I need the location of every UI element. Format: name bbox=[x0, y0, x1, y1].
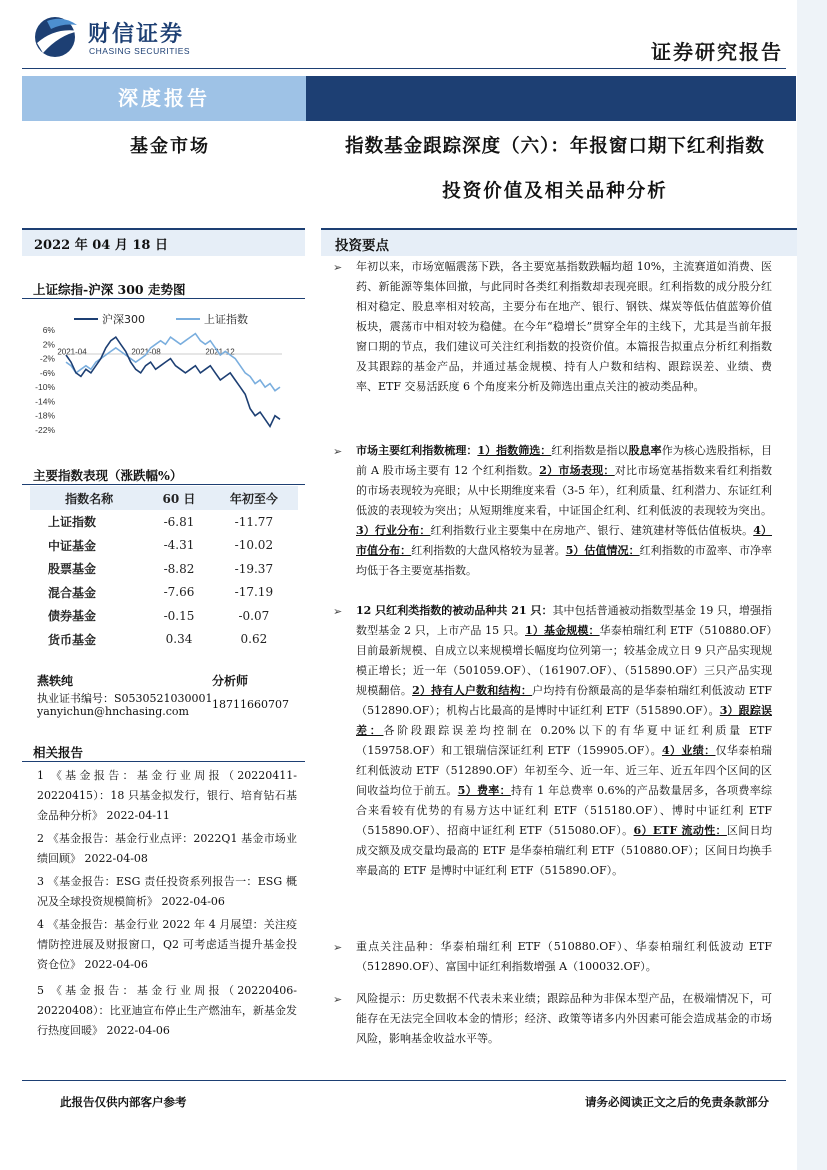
kp3-s2: 户均持有份额最高的是华泰柏瑞红利低波动 ETF（512890.OF）；机构占比最高的是博时中证红利 ETF（515890.OF）。 bbox=[356, 684, 773, 717]
related-report-1[interactable]: 1 《基金报告：基金行业周报（20220411-20220415）：18 只基金拟发行，银行、培育钻石基金品种分析》 2022-04-11 bbox=[37, 769, 297, 822]
x-tick-label: 2021-08 bbox=[131, 347, 161, 357]
legend-label: 沪深300 bbox=[102, 313, 145, 326]
sector-title: 基金市场 bbox=[130, 136, 210, 157]
kp2-s5: 红利指数的市盈率、市净率均低于各主要宽基指数。 bbox=[356, 544, 773, 577]
table-row bbox=[30, 604, 298, 628]
chart-section-title: 上证综指-沪深 300 走势图 bbox=[33, 282, 186, 297]
kp2-s4-label: 4）市值分布： bbox=[356, 524, 772, 557]
index-ytd: -10.02 bbox=[234, 538, 274, 553]
key-point-products bbox=[356, 601, 772, 881]
kp2-s5-label: 5）估值情况： bbox=[565, 544, 640, 557]
bullet-arrow-icon: ➢ bbox=[333, 941, 343, 954]
analyst-phone: 18711660707 bbox=[212, 698, 289, 711]
index-ytd: -17.19 bbox=[234, 585, 274, 600]
key-point-overview: 年初以来，市场宽幅震荡下跌，各主要宽基指数跌幅均超 10%，主流赛道如消费、医药、新能源等集体回撤，与此同时各类红利指数却表现亮眼。红利指数的成分股分红相对稳定、股息率相对较高，主要分布在地产、银行、钢铁、煤炭等低估值蓝筹价值板块，震荡市中相对较为稳健。在今年“稳增长”贯穿全年的主线下，尤其是当前年报窗口期的节点，我们建议可关注红利指数的投资价值。本篇报告拟重点分析红利指数及其跟踪的基金产品，并通过基金规模、持有人户数和结构、跟踪误差、业绩、费率、ETF 交易活跃度 6 个角度来分析及筛选出重点关注的被动类品种。 bbox=[356, 260, 772, 393]
kp2-s3-label: 3）行业分布： bbox=[356, 524, 431, 537]
kp3-s3-label: 3）跟踪误差： bbox=[356, 704, 772, 737]
footer-left: 此报告仅供内部客户参考 bbox=[60, 1095, 187, 1109]
kp2-s2: 对比市场宽基指数来看红利指数的市场表现较为亮眼；从中长期维度来看（3-5 年），红利质量、红利潜力、东证红利低波的表现较为突出；从短期维度来看，中证国企红利、红利低波的表现较为突出。 bbox=[356, 464, 772, 517]
analyst-email[interactable]: yanyichun@hnchasing.com bbox=[37, 705, 189, 718]
index-60d: -6.81 bbox=[163, 514, 195, 529]
col-header-ytd: 年初至今 bbox=[210, 486, 298, 510]
y-tick-label: -6% bbox=[39, 367, 55, 378]
table-row bbox=[30, 557, 298, 581]
index-60d: 0.34 bbox=[165, 632, 193, 647]
index-name: 中证基金 bbox=[48, 538, 97, 553]
kp3-s1-label: 1）基金规模： bbox=[525, 624, 600, 637]
x-tick-label: 2021-04 bbox=[57, 347, 87, 357]
footer-rule bbox=[22, 1080, 786, 1081]
index-ytd: -0.07 bbox=[238, 608, 270, 623]
legend-label: 上证指数 bbox=[204, 313, 248, 326]
y-tick-label: -14% bbox=[35, 396, 55, 407]
kp2-s4: 红利指数的大盘风格较为显著。 bbox=[411, 544, 566, 557]
key-point-focus: 重点关注品种：华泰柏瑞红利 ETF（510880.OF）、华泰柏瑞红利低波动 ETF（512890.OF）、富国中证红利指数增强 A（100032.OF）。 bbox=[356, 940, 772, 973]
kp3-s1: 华泰柏瑞红利 ETF（510880.OF）目前最新规模、自成立以来规模增长幅度均位列第一；较基金成立日 9 只产品实现规模正增长；近一年（501059.OF）、（161907.OF）、（515890.OF）三只产品实现规模翻倍。 bbox=[356, 624, 773, 697]
table-row bbox=[30, 510, 298, 534]
kp3-s4: 仅华泰柏瑞红利低波动 ETF（512890.OF）年初至今、近一年、近三年、近五年四个区间的区间收益均位于前五。 bbox=[356, 744, 773, 797]
index-60d: -0.15 bbox=[163, 608, 195, 623]
y-tick-label: 2% bbox=[42, 339, 55, 350]
key-points-header bbox=[321, 228, 797, 256]
bullet-arrow-icon: ➢ bbox=[333, 605, 343, 618]
date-box bbox=[22, 228, 305, 256]
footer-right: 请务必阅读正文之后的免责条款部分 bbox=[585, 1095, 769, 1109]
report-type-label: 证券研究报告 bbox=[651, 40, 783, 64]
logo-mark-icon bbox=[33, 13, 81, 59]
logo-name-en: CHASING SECURITIES bbox=[89, 46, 191, 56]
kp2-s1b: 作为核心选股指标，目前 A 股市场主要有 12 个红利指数。 bbox=[356, 444, 773, 477]
bullet-arrow-icon: ➢ bbox=[333, 261, 343, 274]
kp2-s2-label: 2）市场表现： bbox=[539, 464, 615, 477]
related-section-title: 相关报告 bbox=[33, 745, 84, 760]
key-point-risk: 风险提示：历史数据不代表未来业绩；跟踪品种为非保本型产品，在极端情况下，可能存在无法完全回收本金的情形；经济、政策等诸多内外因素可能会造成基金的市场风险，影响基金收益水平等。 bbox=[356, 992, 772, 1045]
key-points-title: 投资要点 bbox=[335, 238, 389, 254]
kp3-s5-label: 5）费率： bbox=[457, 784, 511, 797]
table-row bbox=[30, 534, 298, 558]
kp3-lead: 12 只红利类指数的被动品种共 21 只： bbox=[356, 604, 553, 617]
right-margin-strip bbox=[797, 0, 827, 1170]
indices-section-rule bbox=[22, 484, 305, 485]
x-tick-label: 2021-12 bbox=[205, 347, 235, 357]
index-ytd: -19.37 bbox=[234, 561, 274, 576]
kp2-s1-label: 1）指数筛选： bbox=[477, 444, 552, 457]
kp2-lead: 市场主要红利指数梳理： bbox=[356, 444, 478, 457]
report-title-line2: 投资价值及相关品种分析 bbox=[442, 181, 668, 202]
kp2-s1: 红利指数是指以 bbox=[551, 444, 629, 457]
header-rule bbox=[22, 68, 786, 69]
indices-section-title: 主要指数表现（涨跌幅%） bbox=[33, 468, 183, 483]
kp3-s6: 区间日均成交额及成交量均最高的 ETF 是华泰柏瑞红利 ETF（510880.OF）；区间日均换手率最高的 ETF 是博时中证红利 ETF（515890.OF）。 bbox=[356, 824, 772, 877]
related-report-3[interactable]: 3 《基金报告：ESG 责任投资系列报告一：ESG 概况及全球投资规模简析》 2022-04-06 bbox=[37, 875, 297, 908]
report-date: 2022 年 04 月 18 日 bbox=[34, 238, 168, 253]
related-report-4[interactable]: 4 《基金报告：基金行业 2022 年 4 月展望：关注疫情防控进展及财报窗口，Q2 可考虑适当提升基金投资仓位》 2022-04-06 bbox=[37, 918, 297, 971]
index-trend-chart bbox=[30, 308, 285, 436]
y-tick-label: -22% bbox=[35, 425, 55, 435]
chart-section-rule bbox=[22, 298, 305, 299]
kp3-intro: 其中包括普通被动指数型基金 19 只，增强指数型基金 2 只，上市产品 15 只。 bbox=[356, 604, 772, 637]
index-name: 债券基金 bbox=[48, 609, 97, 624]
bullet-arrow-icon: ➢ bbox=[333, 445, 343, 458]
related-section-rule bbox=[22, 761, 305, 762]
index-60d: -8.82 bbox=[163, 561, 195, 576]
kp2-s1-bold: 股息率 bbox=[628, 444, 662, 457]
company-logo bbox=[33, 13, 193, 59]
index-ytd: -11.77 bbox=[234, 514, 274, 529]
y-tick-label: 6% bbox=[42, 325, 55, 335]
y-tick-label: -10% bbox=[35, 382, 55, 393]
report-category: 深度报告 bbox=[118, 86, 210, 110]
table-row bbox=[30, 628, 298, 652]
indices-table bbox=[30, 486, 298, 651]
logo-name-cn: 财信证券 bbox=[88, 22, 185, 47]
index-name: 混合基金 bbox=[48, 585, 97, 600]
table-row bbox=[30, 581, 298, 605]
indices-header-row bbox=[30, 486, 298, 510]
analyst-cert: 执业证书编号：S0530521030001 bbox=[37, 692, 213, 705]
related-report-2[interactable]: 2 《基金报告：基金行业点评：2022Q1 基金市场业绩回顾》 2022-04-08 bbox=[37, 832, 297, 865]
kp3-s4-label: 4）业绩： bbox=[661, 744, 716, 757]
key-point-index-review bbox=[356, 441, 772, 581]
report-title-line1: 指数基金跟踪深度（六）：年报窗口期下红利指数 bbox=[345, 136, 765, 157]
analyst-name: 燕轶纯 bbox=[37, 674, 74, 688]
col-header-60d: 60 日 bbox=[148, 486, 210, 510]
analyst-role: 分析师 bbox=[212, 674, 249, 688]
kp3-s5: 持有 1 年总费率 0.6%的产品数量居多，各项费率综合来看较有优势的有易方达中证红利 ETF（515180.OF）、博时中证红利 ETF（515890.OF）、招商中证红利 ETF（515080.OF）。 bbox=[356, 784, 773, 837]
index-60d: -7.66 bbox=[163, 585, 195, 600]
col-header-name: 指数名称 bbox=[30, 486, 148, 510]
index-ytd: 0.62 bbox=[240, 632, 268, 647]
header-band-dark bbox=[306, 76, 796, 121]
bullet-arrow-icon: ➢ bbox=[333, 993, 343, 1006]
index-name: 股票基金 bbox=[48, 562, 97, 577]
y-tick-label: -2% bbox=[39, 353, 55, 364]
kp2-s3: 红利指数行业主要集中在房地产、银行、建筑建材等低估值板块。 bbox=[430, 524, 754, 537]
series-line-沪深300 bbox=[66, 337, 280, 426]
kp3-s2-label: 2）持有人户数和结构： bbox=[412, 684, 533, 697]
kp3-s3: 各阶段跟踪误差均控制在 0.20%以下的有华夏中证红利质量 ETF（159758.OF）和工银瑞信深证红利 ETF（159905.OF）。 bbox=[356, 724, 773, 757]
index-60d: -4.31 bbox=[163, 538, 195, 553]
index-name: 货币基金 bbox=[48, 632, 97, 647]
related-report-5[interactable]: 5 《基金报告：基金行业周报（20220406-20220408）：比亚迪宣布停止生产燃油车，新基金发行热度回暖》 2022-04-06 bbox=[37, 984, 297, 1037]
kp3-s6-label: 6）ETF 流动性： bbox=[633, 824, 727, 837]
y-tick-label: -18% bbox=[35, 410, 55, 421]
index-name: 上证指数 bbox=[48, 515, 97, 530]
